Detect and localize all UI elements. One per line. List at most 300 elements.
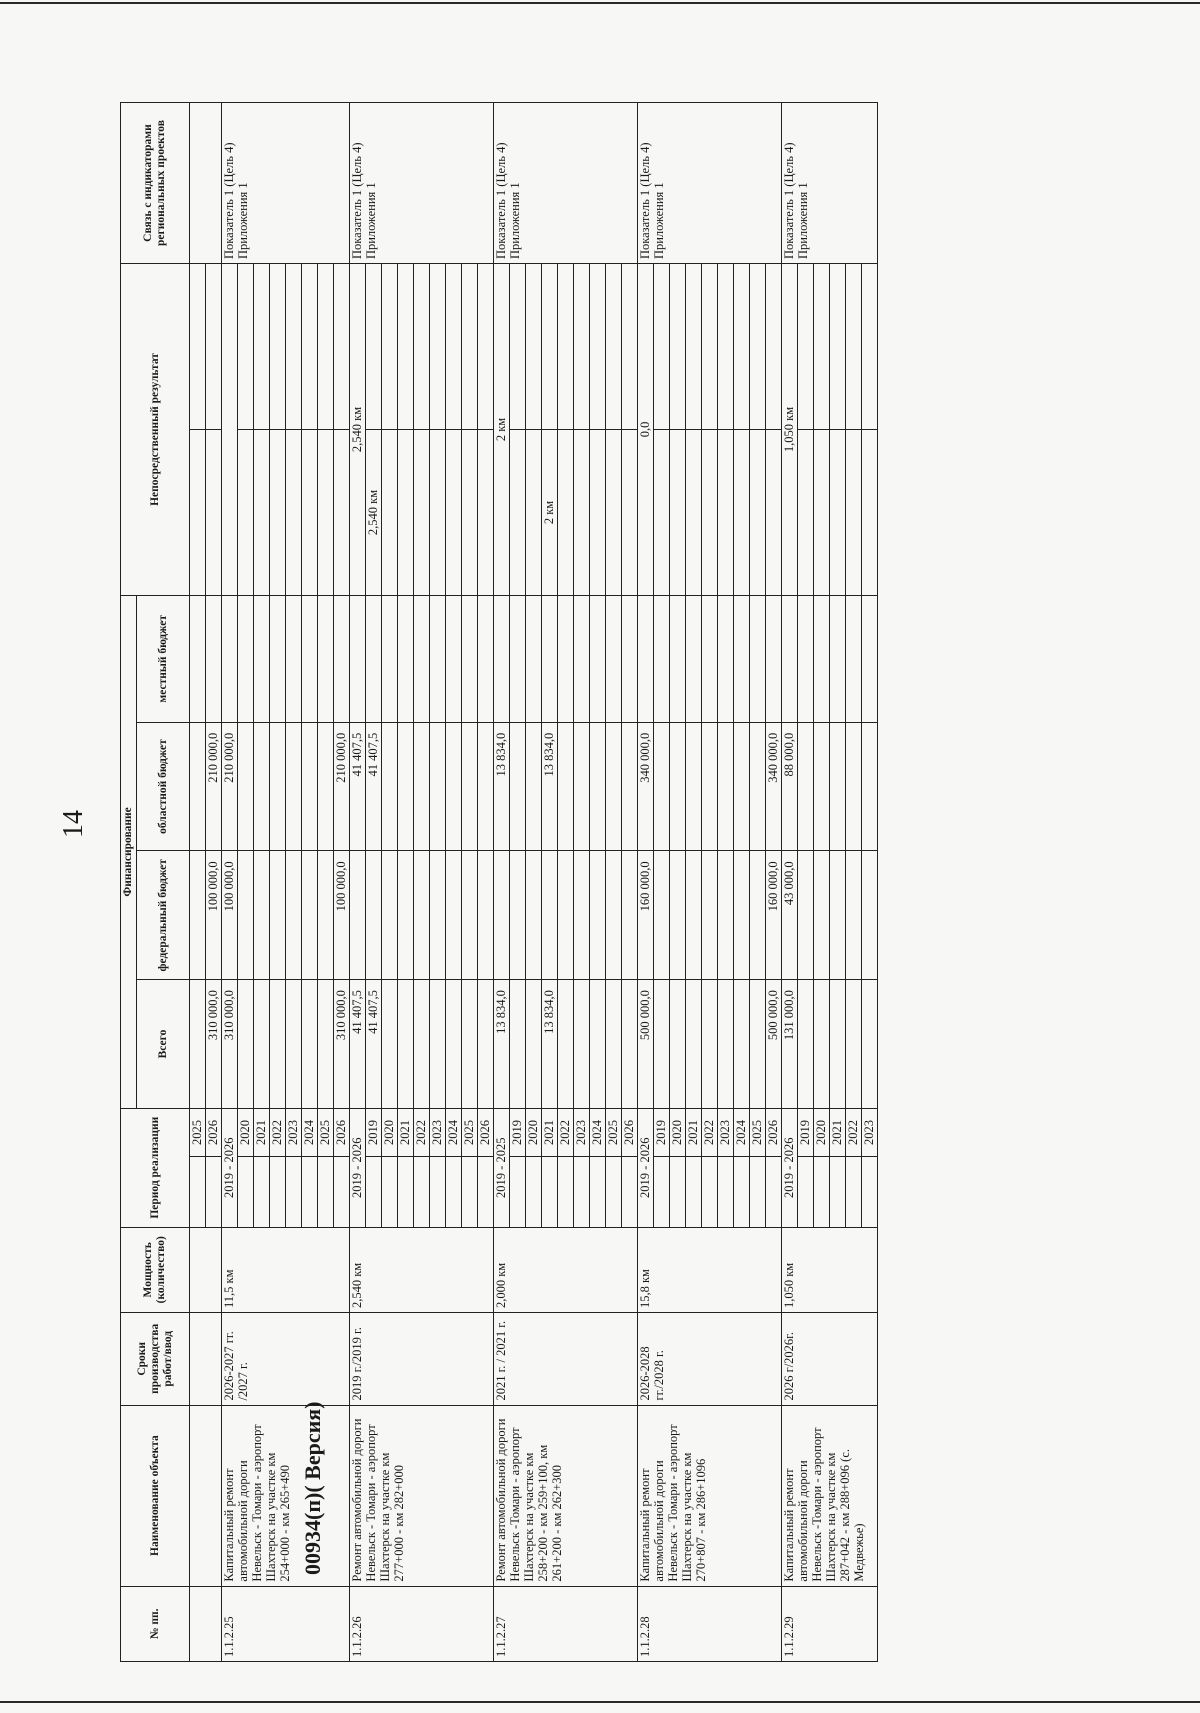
period-indent — [382, 1157, 398, 1227]
result-value — [798, 429, 814, 595]
period-year: 2021 — [686, 1108, 702, 1156]
amount-local — [478, 595, 494, 722]
object-number: 1.1.2.26 — [350, 1586, 494, 1661]
object-link: Показатель 1 (Цель 4) Приложения 1 — [222, 103, 350, 264]
period-year: 2020 — [238, 1108, 254, 1156]
period-indent — [286, 1157, 302, 1227]
amount-regional — [590, 722, 606, 851]
result-blank — [654, 264, 670, 430]
amount-local — [270, 595, 286, 722]
amount-federal — [862, 851, 878, 980]
object-link: Показатель 1 (Цель 4) Приложения 1 — [350, 103, 494, 264]
amount-regional — [446, 722, 462, 851]
amount-federal — [446, 851, 462, 980]
period-year: 2026 — [206, 1108, 222, 1156]
amount-total — [718, 980, 734, 1109]
period-indent — [510, 1157, 526, 1227]
amount-federal — [750, 851, 766, 980]
period-indent — [270, 1157, 286, 1227]
amount-regional: 340 000,0 — [638, 722, 654, 851]
period-indent — [366, 1157, 382, 1227]
period-indent — [238, 1157, 254, 1227]
amount-total — [814, 980, 830, 1109]
amount-federal — [382, 851, 398, 980]
period-year: 2022 — [558, 1108, 574, 1156]
period-indent — [446, 1157, 462, 1227]
amount-federal — [558, 851, 574, 980]
amount-regional — [510, 722, 526, 851]
period-indent — [398, 1157, 414, 1227]
result-value: 0,0 — [638, 264, 654, 596]
result-value — [254, 429, 270, 595]
object-link: Показатель 1 (Цель 4) Приложения 1 — [638, 103, 782, 264]
period-range: 2019 - 2026 — [350, 1108, 366, 1227]
object-number: 1.1.2.29 — [782, 1586, 878, 1661]
financing-table — [120, 102, 878, 1662]
amount-regional — [430, 722, 446, 851]
amount-local — [558, 595, 574, 722]
period-year: 2025 — [606, 1108, 622, 1156]
amount-federal — [606, 851, 622, 980]
result-blank — [702, 264, 718, 430]
amount-regional — [750, 722, 766, 851]
result-value — [238, 429, 254, 595]
result-value — [478, 429, 494, 595]
result-value — [814, 429, 830, 595]
result-blank — [814, 264, 830, 430]
amount-federal — [414, 851, 430, 980]
period-year: 2019 — [366, 1108, 382, 1156]
amount-regional — [686, 722, 702, 851]
result-value — [830, 429, 846, 595]
period-year: 2023 — [718, 1108, 734, 1156]
period-year: 2022 — [702, 1108, 718, 1156]
amount-total — [654, 980, 670, 1109]
amount-federal — [590, 851, 606, 980]
header-name: Наименование объекта — [121, 1405, 190, 1586]
period-indent — [430, 1157, 446, 1227]
period-indent — [830, 1157, 846, 1227]
period-indent — [670, 1157, 686, 1227]
result-blank — [478, 264, 494, 430]
result-value — [382, 429, 398, 595]
amount-total — [846, 980, 862, 1109]
amount-regional — [478, 722, 494, 851]
amount-federal — [478, 851, 494, 980]
amount-total — [702, 980, 718, 1109]
object-number: 1.1.2.28 — [638, 1586, 782, 1661]
period-range: 2019 - 2026 — [782, 1108, 798, 1227]
table-row — [638, 103, 654, 1662]
amount-local — [750, 595, 766, 722]
amount-regional — [718, 722, 734, 851]
header-link: Связь с индикаторами региональных проектов — [121, 103, 190, 264]
amount-regional — [318, 722, 334, 851]
period-range: 2019 - 2026 — [638, 1108, 654, 1227]
amount-total: 310 000,0 — [222, 980, 238, 1109]
result-value: 2,540 км — [366, 429, 382, 595]
result-blank — [542, 264, 558, 430]
result-value — [510, 429, 526, 595]
amount-total — [526, 980, 542, 1109]
amount-local — [862, 595, 878, 722]
amount-local — [686, 595, 702, 722]
amount-regional — [558, 722, 574, 851]
period-indent — [750, 1157, 766, 1227]
amount-total — [430, 980, 446, 1109]
amount-local — [302, 595, 318, 722]
amount-total — [734, 980, 750, 1109]
result-blank — [622, 264, 638, 430]
amount-local — [286, 595, 302, 722]
period-indent — [702, 1157, 718, 1227]
amount-total — [462, 980, 478, 1109]
amount-total — [590, 980, 606, 1109]
header-total: Всего — [137, 980, 190, 1109]
result-blank — [750, 264, 766, 430]
amount-total — [558, 980, 574, 1109]
amount-local — [206, 595, 222, 722]
result-value — [590, 429, 606, 595]
result-blank — [270, 264, 286, 430]
period-indent — [622, 1157, 638, 1227]
result-blank — [862, 264, 878, 430]
period-year: 2022 — [846, 1108, 862, 1156]
result-value — [398, 429, 414, 595]
amount-regional — [414, 722, 430, 851]
amount-total — [398, 980, 414, 1109]
amount-regional — [190, 722, 206, 851]
result-value — [302, 429, 318, 595]
result-blank — [382, 264, 398, 430]
amount-total — [414, 980, 430, 1109]
amount-local — [446, 595, 462, 722]
period-indent — [334, 1157, 350, 1227]
period-indent — [254, 1157, 270, 1227]
result-value: 2 км — [542, 429, 558, 595]
amount-regional — [398, 722, 414, 851]
result-value — [606, 429, 622, 595]
result-blank — [414, 264, 430, 430]
period-year: 2023 — [574, 1108, 590, 1156]
period-indent — [206, 1157, 222, 1227]
result-blank — [254, 264, 270, 430]
amount-federal — [494, 851, 510, 980]
period-indent — [654, 1157, 670, 1227]
result-blank — [670, 264, 686, 430]
amount-total: 310 000,0 — [206, 980, 222, 1109]
amount-federal — [526, 851, 542, 980]
amount-regional — [462, 722, 478, 851]
period-year: 2019 — [510, 1108, 526, 1156]
object-terms: 2021 г. / 2021 г. — [494, 1313, 638, 1406]
amount-regional — [670, 722, 686, 851]
amount-federal — [654, 851, 670, 980]
amount-federal: 160 000,0 — [766, 851, 782, 980]
amount-regional — [574, 722, 590, 851]
amount-local — [846, 595, 862, 722]
amount-local — [574, 595, 590, 722]
amount-regional — [302, 722, 318, 851]
lead-link — [190, 103, 222, 264]
amount-local — [222, 595, 238, 722]
amount-regional — [846, 722, 862, 851]
amount-local — [382, 595, 398, 722]
period-year: 2022 — [270, 1108, 286, 1156]
result-blank — [366, 264, 382, 430]
period-indent — [766, 1157, 782, 1227]
amount-total: 500 000,0 — [766, 980, 782, 1109]
amount-regional — [606, 722, 622, 851]
amount-total: 310 000,0 — [334, 980, 350, 1109]
amount-local — [606, 595, 622, 722]
result-blank — [462, 264, 478, 430]
result-blank — [606, 264, 622, 430]
table-row — [350, 103, 366, 1662]
period-range: 2019 - 2026 — [222, 1108, 238, 1227]
result-value — [270, 429, 286, 595]
amount-federal — [702, 851, 718, 980]
object-number: 1.1.2.25 — [222, 1586, 350, 1661]
amount-total — [622, 980, 638, 1109]
period-indent — [606, 1157, 622, 1227]
amount-local — [238, 595, 254, 722]
period-year: 2025 — [190, 1108, 206, 1156]
object-name: Ремонт автомобильной дороги Невельск - Томари - аэропорт Шахтерск на участке км 277+000 - км 282+000 — [350, 1405, 494, 1586]
result-blank — [798, 264, 814, 430]
result-value — [750, 429, 766, 595]
amount-local — [718, 595, 734, 722]
result-value — [318, 429, 334, 595]
period-indent — [862, 1157, 878, 1227]
table-row — [190, 103, 206, 1662]
period-indent — [734, 1157, 750, 1227]
object-capacity: 2,000 км — [494, 1227, 638, 1312]
amount-local — [190, 595, 206, 722]
result-value — [686, 429, 702, 595]
table-row — [494, 103, 510, 1662]
period-indent — [478, 1157, 494, 1227]
amount-local — [638, 595, 654, 722]
object-number: 1.1.2.27 — [494, 1586, 638, 1661]
result-blank — [766, 264, 782, 430]
result-blank — [334, 264, 350, 430]
amount-federal — [302, 851, 318, 980]
result-value — [190, 429, 206, 595]
result-value — [222, 264, 238, 596]
amount-total — [286, 980, 302, 1109]
amount-federal — [622, 851, 638, 980]
period-year: 2025 — [318, 1108, 334, 1156]
amount-total — [478, 980, 494, 1109]
period-indent — [190, 1157, 206, 1227]
result-blank — [526, 264, 542, 430]
result-value — [558, 429, 574, 595]
period-year: 2024 — [302, 1108, 318, 1156]
object-capacity: 2,540 км — [350, 1227, 494, 1312]
result-value — [526, 429, 542, 595]
result-blank — [238, 264, 254, 430]
result-value — [446, 429, 462, 595]
result-value: 1,050 км — [782, 264, 798, 596]
period-year: 2026 — [766, 1108, 782, 1156]
amount-local — [798, 595, 814, 722]
period-year: 2022 — [414, 1108, 430, 1156]
amount-local — [542, 595, 558, 722]
result-blank — [734, 264, 750, 430]
amount-federal — [846, 851, 862, 980]
result-blank — [830, 264, 846, 430]
amount-federal — [286, 851, 302, 980]
period-year: 2024 — [590, 1108, 606, 1156]
amount-local — [430, 595, 446, 722]
result-blank — [302, 264, 318, 430]
amount-federal — [238, 851, 254, 980]
amount-local — [782, 595, 798, 722]
lead-name — [190, 1405, 222, 1586]
amount-local — [350, 595, 366, 722]
period-year: 2025 — [750, 1108, 766, 1156]
object-name: Капитальный ремонт автомобильной дороги Невельск - Томари - аэропорт Шахтерск на участке км 270+807 - км 286+1096 — [638, 1405, 782, 1586]
result-blank — [430, 264, 446, 430]
result-value — [286, 429, 302, 595]
scan-bottom-edge — [0, 1701, 1200, 1703]
period-indent — [318, 1157, 334, 1227]
amount-total — [190, 980, 206, 1109]
amount-local — [734, 595, 750, 722]
amount-total — [302, 980, 318, 1109]
amount-regional: 13 834,0 — [542, 722, 558, 851]
period-indent — [718, 1157, 734, 1227]
amount-total — [670, 980, 686, 1109]
result-value — [846, 429, 862, 595]
period-year: 2026 — [478, 1108, 494, 1156]
period-year: 2020 — [382, 1108, 398, 1156]
result-value — [622, 429, 638, 595]
object-terms: 2019 г./2019 г. — [350, 1313, 494, 1406]
amount-total — [686, 980, 702, 1109]
object-capacity: 1,050 км — [782, 1227, 878, 1312]
amount-regional: 210 000,0 — [206, 722, 222, 851]
amount-total — [238, 980, 254, 1109]
period-year: 2025 — [462, 1108, 478, 1156]
amount-federal: 100 000,0 — [334, 851, 350, 980]
result-blank — [574, 264, 590, 430]
amount-regional — [382, 722, 398, 851]
amount-local — [398, 595, 414, 722]
result-blank — [846, 264, 862, 430]
amount-regional — [238, 722, 254, 851]
period-indent — [302, 1157, 318, 1227]
amount-federal: 160 000,0 — [638, 851, 654, 980]
period-indent — [542, 1157, 558, 1227]
amount-federal — [798, 851, 814, 980]
header-financing: Финансирование — [121, 595, 137, 1108]
period-year: 2024 — [734, 1108, 750, 1156]
amount-total — [798, 980, 814, 1109]
amount-regional: 210 000,0 — [334, 722, 350, 851]
amount-local — [510, 595, 526, 722]
period-year: 2026 — [622, 1108, 638, 1156]
result-value — [430, 429, 446, 595]
amount-regional — [654, 722, 670, 851]
amount-local — [766, 595, 782, 722]
document-id: 00934(п)( Версия) — [300, 1401, 325, 1575]
object-capacity: 11,5 км — [222, 1227, 350, 1312]
object-link: Показатель 1 (Цель 4) Приложения 1 — [782, 103, 878, 264]
amount-regional — [702, 722, 718, 851]
result-value — [414, 429, 430, 595]
amount-local — [830, 595, 846, 722]
period-indent — [414, 1157, 430, 1227]
period-year: 2021 — [398, 1108, 414, 1156]
table-row — [222, 103, 238, 1662]
amount-federal — [366, 851, 382, 980]
amount-regional: 340 000,0 — [766, 722, 782, 851]
result-value — [462, 429, 478, 595]
result-value — [734, 429, 750, 595]
amount-regional: 41 407,5 — [350, 722, 366, 851]
period-indent — [814, 1157, 830, 1227]
amount-local — [334, 595, 350, 722]
amount-local — [622, 595, 638, 722]
amount-total — [270, 980, 286, 1109]
result-value: 2,540 км — [350, 264, 366, 596]
result-blank — [190, 264, 206, 430]
object-name: Капитальный ремонт автомобильной дороги Невельск - Томари - аэропорт Шахтерск на участке км 254+000 - км 265+490 — [222, 1405, 350, 1586]
amount-regional — [734, 722, 750, 851]
amount-local — [590, 595, 606, 722]
amount-total — [254, 980, 270, 1109]
amount-federal — [830, 851, 846, 980]
result-value — [574, 429, 590, 595]
lead-capacity — [190, 1227, 222, 1312]
amount-local — [414, 595, 430, 722]
object-capacity: 15,8 км — [638, 1227, 782, 1312]
result-value — [766, 429, 782, 595]
object-terms: 2026-2027 гг. /2027 г. — [222, 1313, 350, 1406]
amount-local — [654, 595, 670, 722]
amount-total — [574, 980, 590, 1109]
period-year: 2023 — [286, 1108, 302, 1156]
result-blank — [558, 264, 574, 430]
amount-local — [670, 595, 686, 722]
amount-federal — [686, 851, 702, 980]
period-indent — [558, 1157, 574, 1227]
result-blank — [318, 264, 334, 430]
result-value: 2 км — [494, 264, 510, 596]
header-local: местный бюджет — [137, 595, 190, 722]
amount-total: 41 407,5 — [366, 980, 382, 1109]
period-year: 2021 — [830, 1108, 846, 1156]
period-indent — [526, 1157, 542, 1227]
period-indent — [798, 1157, 814, 1227]
amount-regional — [798, 722, 814, 851]
lead-terms — [190, 1313, 222, 1406]
amount-federal: 100 000,0 — [222, 851, 238, 980]
amount-local — [526, 595, 542, 722]
amount-federal — [718, 851, 734, 980]
table-body — [190, 103, 878, 1662]
amount-regional — [526, 722, 542, 851]
amount-regional — [830, 722, 846, 851]
result-value — [862, 429, 878, 595]
amount-total — [830, 980, 846, 1109]
amount-federal — [190, 851, 206, 980]
period-year: 2026 — [334, 1108, 350, 1156]
result-value — [670, 429, 686, 595]
amount-federal — [254, 851, 270, 980]
